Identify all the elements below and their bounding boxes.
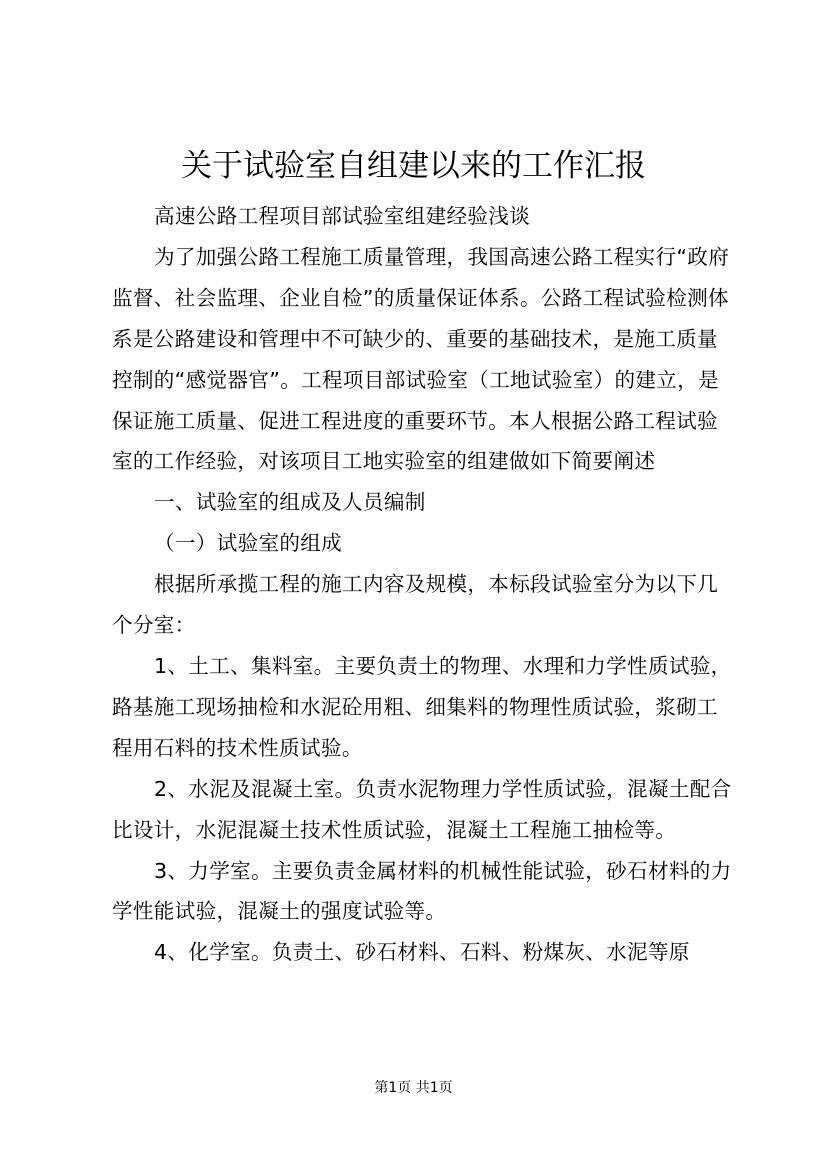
paragraph-intro: 为了加强公路工程施工质量管理，我国高速公路工程实行“政府监督、社会监理、企业自检”的质量保证体系。公路工程试验检测体系是公路建设和管理中不可缺少的、重要的基础技术，是施工质量控制的“感觉器官”。工程项目部试验室（工地试验室）的建立，是保证施工质量、促进工程进度的重要环节。本人根据公路工程试验室的工作经验，对该项目工地实验室的组建做如下简要阐述: [112, 244, 730, 474]
paragraph-subtitle: 高速公路工程项目部试验室组建经验浅谈: [154, 204, 531, 228]
page-footer: 第1页 共1页: [374, 1080, 453, 1096]
list-item-1: 1、土工、集料室。主要负责土的物理、水理和力学性质试验，路基施工现场抽检和水泥砼用粗、细集料的物理性质试验，浆砌工程用石料的技术性质试验。: [112, 653, 732, 760]
list-item-3: 3、力学室。主要负责金属材料的机械性能试验，砂石材料的力学性能试验，混凝土的强度试验等。: [112, 858, 732, 924]
section-heading-1: 一、试验室的组成及人员编制: [154, 490, 426, 515]
document-body: [112, 196, 737, 973]
subsection-heading-1: （一）试验室的组成: [154, 531, 343, 556]
list-item-2: 2、水泥及混凝土室。负责水泥物理力学性质试验，混凝土配合比设计，水泥混凝土技术性质试验，混凝土工程施工抽检等。: [112, 776, 732, 842]
document-title: 关于试验室自组建以来的工作汇报: [181, 148, 646, 184]
paragraph-divisions: 根据所承揽工程的施工内容及规模，本标段试验室分为以下几个分室：: [112, 572, 719, 638]
list-item-4: 4、化学室。负责土、砂石材料、石料、粉煤灰、水泥等原: [154, 940, 690, 965]
